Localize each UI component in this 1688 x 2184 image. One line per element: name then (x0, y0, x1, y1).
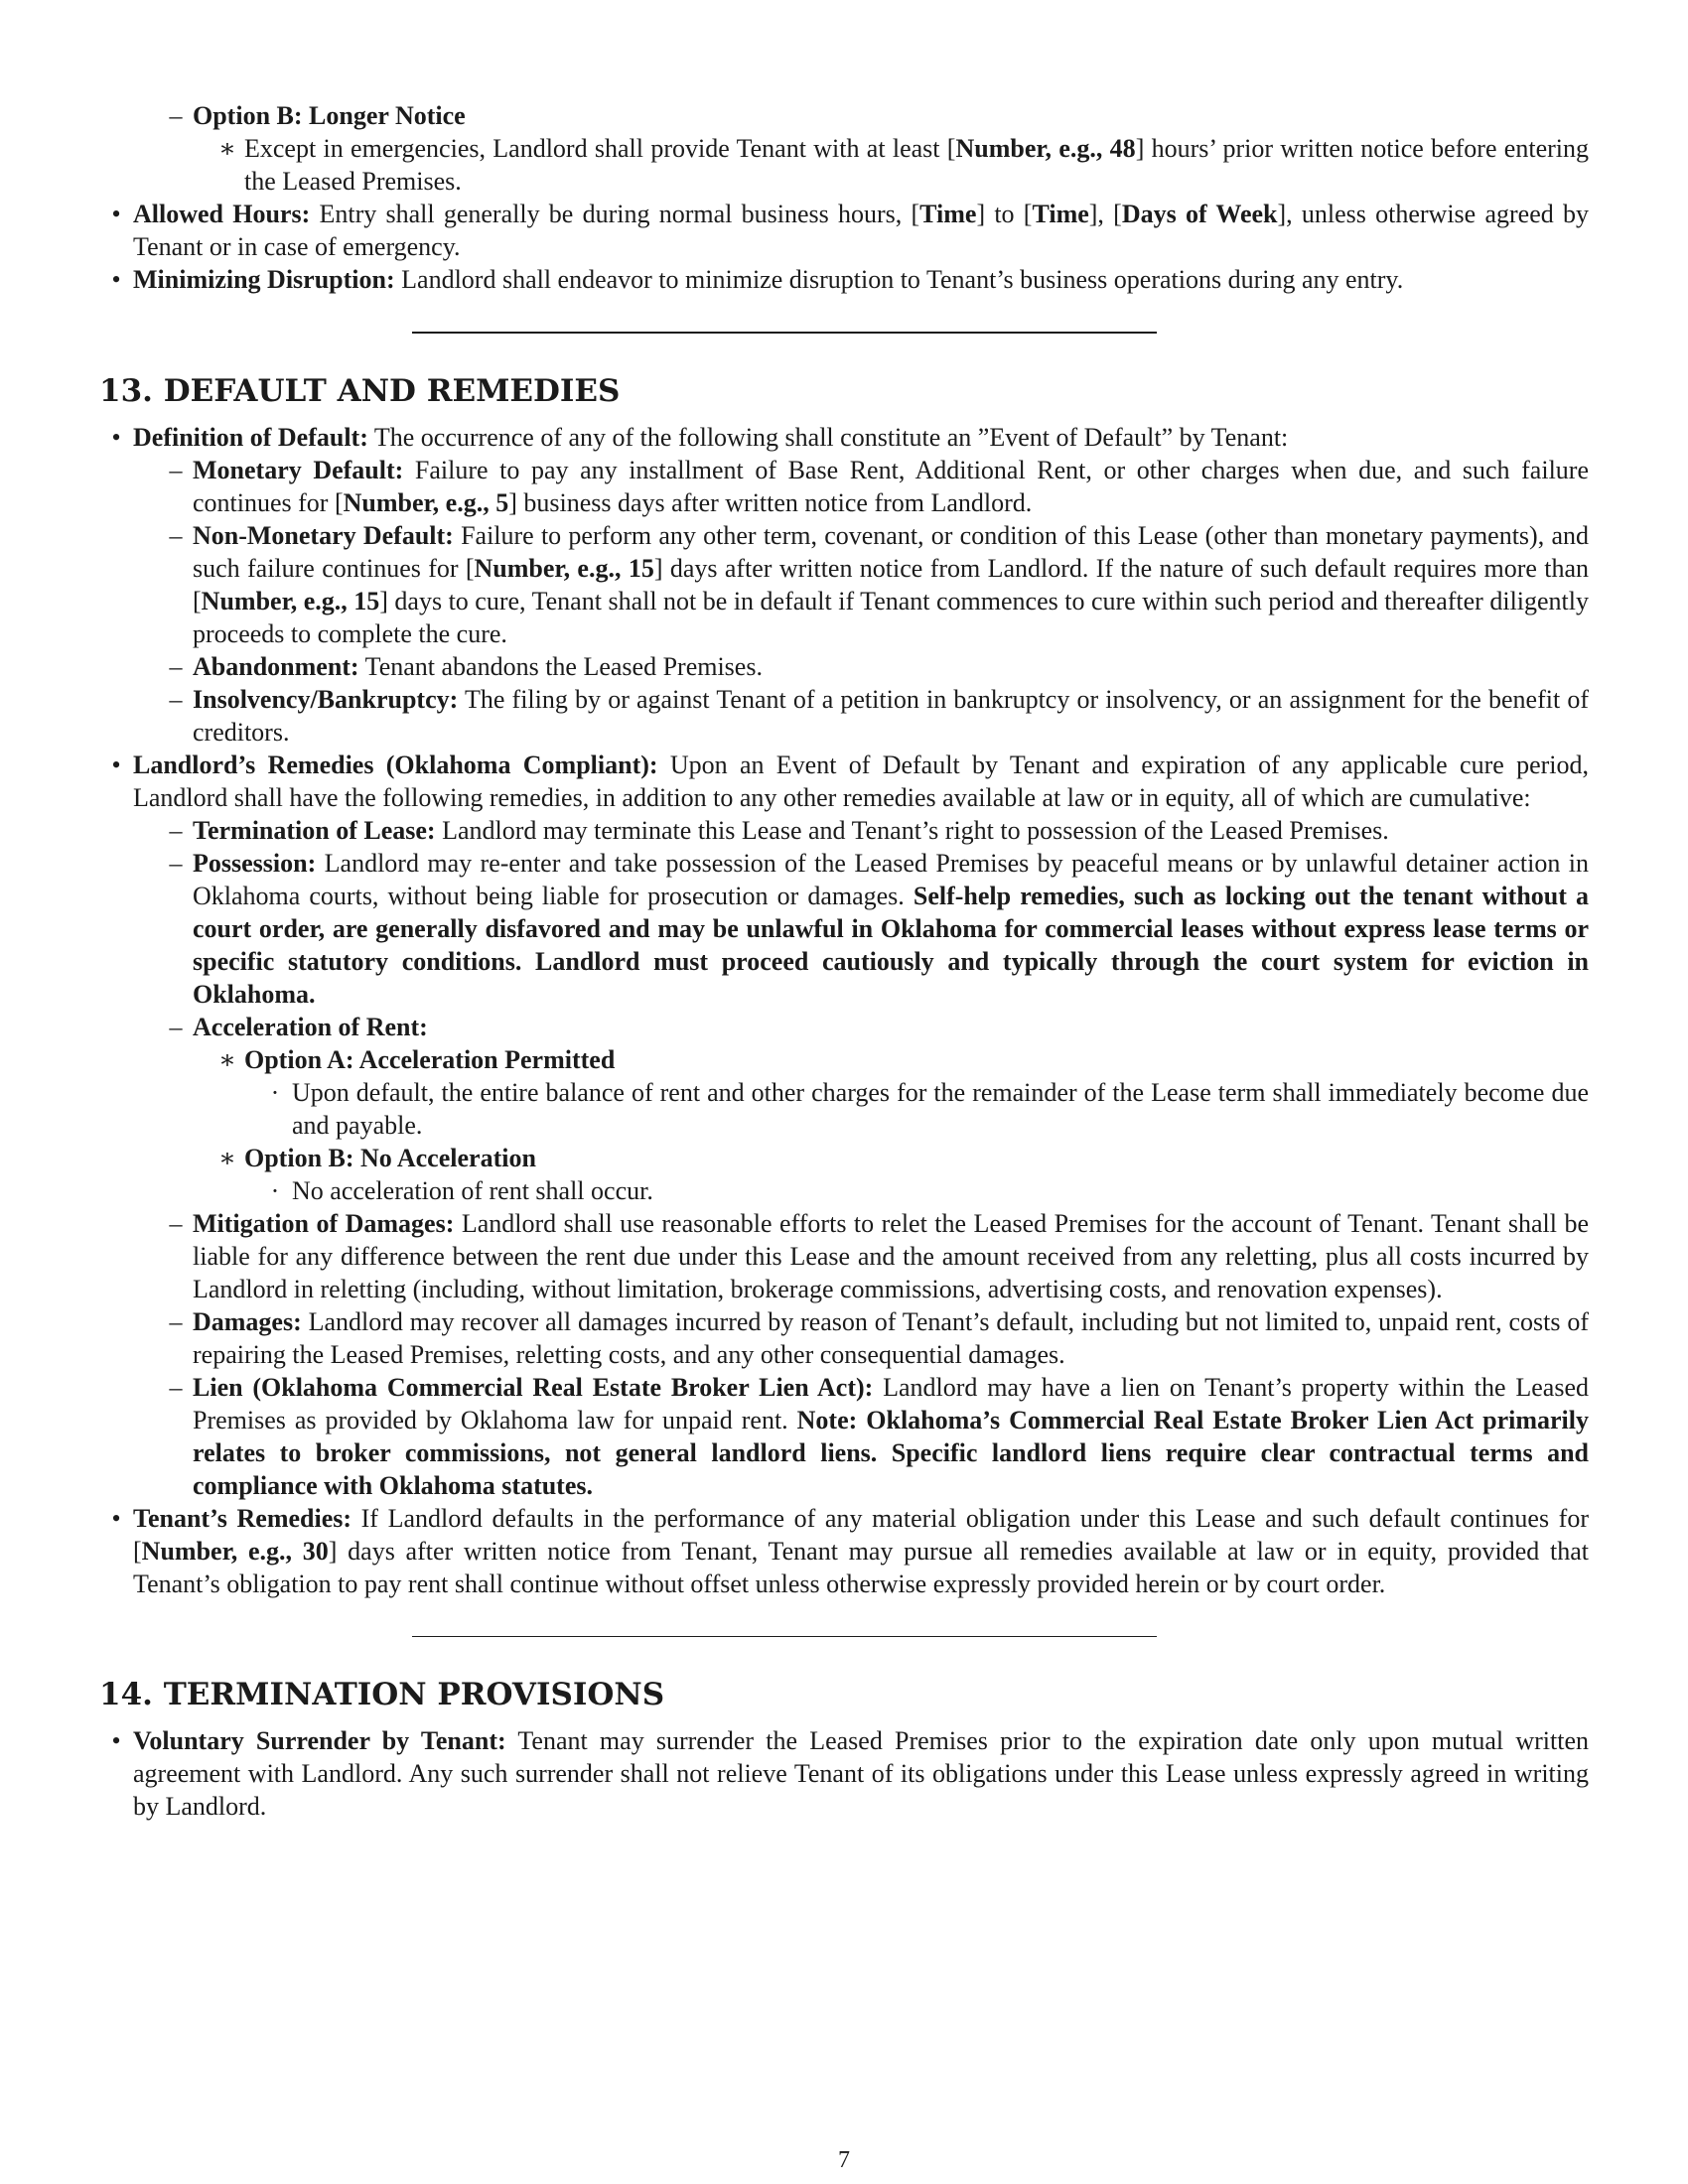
option-title: Option A: Acceleration Permitted (244, 1045, 616, 1074)
paragraph-text: Insolvency/Bankruptcy: The filing by or against Tenant of a petition in bankruptcy or insolvency, or an assignment for the benefit of creditors. (193, 685, 1589, 747)
list-item-option-b-longer-notice (99, 99, 1589, 132)
list-item-acceleration-option-b (99, 1142, 1589, 1174)
star-marker: ∗ (218, 134, 236, 163)
dash-marker: – (169, 1013, 183, 1041)
paragraph-text: Tenant’s Remedies: If Landlord defaults in the performance of any material obligation under this Lease and such default continues for [Number, e.g., 30] days after written notice from Tenant, Tenant may pursue all remedies available at law or in equity, provided that Tenant’s obligation to pay rent shall continue without offset unless otherwise expressly provided herein or by court order. (133, 1504, 1589, 1598)
list-item-monetary-default (99, 454, 1589, 519)
list-item-acceleration-of-rent (99, 1011, 1589, 1043)
list-item-abandonment (99, 650, 1589, 683)
section-divider (412, 1636, 1157, 1637)
paragraph-text: Monetary Default: Failure to pay any installment of Base Rent, Additional Rent, or other charges when due, and such failure continues for [Number, e.g., 5] business days after written notice from Landlord. (193, 456, 1589, 517)
list-item-allowed-hours (99, 198, 1589, 263)
paragraph-text: Allowed Hours: Entry shall generally be during normal business hours, [Time] to [Time], [Days of Week], unless otherwise agreed by Tenant or in case of emergency. (133, 200, 1589, 261)
paragraph-text: No acceleration of rent shall occur. (292, 1176, 653, 1205)
list-item-tenant-remedies (99, 1502, 1589, 1600)
bullet-marker: • (111, 423, 121, 452)
bullet-marker: • (111, 751, 121, 779)
dash-marker: – (169, 101, 183, 130)
list-item-insolvency (99, 683, 1589, 749)
bullet-marker: • (111, 265, 121, 294)
dash-marker: – (169, 849, 183, 878)
list-item-termination-of-lease (99, 814, 1589, 847)
paragraph-text: Termination of Lease: Landlord may terminate this Lease and Tenant’s right to possession of the Leased Premises. (193, 816, 1389, 845)
option-title: Option B: No Acceleration (244, 1144, 536, 1172)
option-title: Option B: Longer Notice (193, 101, 466, 130)
paragraph-text: Definition of Default: The occurrence of any of the following shall constitute an ”Event of Default” by Tenant: (133, 423, 1289, 452)
list-item-damages (99, 1305, 1589, 1371)
section-divider (412, 332, 1157, 334)
paragraph-text: Upon default, the entire balance of rent and other charges for the remainder of the Lease term shall immediately become due and payable. (292, 1078, 1589, 1140)
item-label: Acceleration of Rent: (193, 1013, 428, 1041)
bullet-marker: • (111, 200, 121, 228)
paragraph-text: Landlord’s Remedies (Oklahoma Compliant): Upon an Event of Default by Tenant and expiration of any applicable cure period, Landlord shall have the following remedies, in addition to any other remedies available at law or in equity, all of which are cumulative: (133, 751, 1589, 812)
paragraph-text: Except in emergencies, Landlord shall provide Tenant with at least [Number, e.g., 48] hours’ prior written notice before entering the Leased Premises. (244, 134, 1589, 196)
paragraph-text: Abandonment: Tenant abandons the Leased Premises. (193, 652, 763, 681)
page-number: 7 (838, 2147, 850, 2173)
dash-marker: – (169, 1373, 183, 1402)
dot-marker: · (270, 1176, 280, 1205)
paragraph-text: Mitigation of Damages: Landlord shall use reasonable efforts to relet the Leased Premises for the account of Tenant. Tenant shall be liable for any difference between the rent due under this Lease and the amount received from any reletting, plus all costs incurred by Landlord in reletting (including, without limitation, brokerage commissions, advertising costs, and renovation expenses). (193, 1209, 1589, 1303)
dash-marker: – (169, 456, 183, 484)
paragraph-text: Lien (Oklahoma Commercial Real Estate Broker Lien Act): Landlord may have a lien on Tenant’s property within the Leased Premises as provided by Oklahoma law for unpaid rent. Note: Oklahoma’s Commercial Real Estate Broker Lien Act primarily relates to broker commissions, not general landlord liens. Specific landlord liens require clear contractual terms and compliance with Oklahoma statutes. (193, 1373, 1589, 1500)
section-heading-14: 14. TERMINATION PROVISIONS (99, 1677, 665, 1712)
dash-marker: – (169, 521, 183, 550)
list-item-mitigation-of-damages (99, 1207, 1589, 1305)
dash-marker: – (169, 1209, 183, 1238)
dot-marker: · (270, 1078, 280, 1107)
paragraph-text: Damages: Landlord may recover all damages incurred by reason of Tenant’s default, including but not limited to, unpaid rent, costs of repairing the Leased Premises, reletting costs, and any other consequential damages. (193, 1307, 1589, 1369)
section-heading-13: 13. DEFAULT AND REMEDIES (99, 373, 621, 409)
bullet-marker: • (111, 1504, 121, 1533)
dash-marker: – (169, 816, 183, 845)
list-item-minimizing-disruption (99, 263, 1589, 296)
bullet-marker: • (111, 1726, 121, 1755)
list-item-non-monetary-default (99, 519, 1589, 650)
list-item-possession (99, 847, 1589, 1011)
list-item-acceleration-option-b-text (99, 1174, 1589, 1207)
paragraph-text: Voluntary Surrender by Tenant: Tenant may surrender the Leased Premises prior to the expiration date only upon mutual written agreement with Landlord. Any such surrender shall not relieve Tenant of its obligations under this Lease unless expressly agreed in writing by Landlord. (133, 1726, 1589, 1821)
paragraph-text: Non-Monetary Default: Failure to perform any other term, covenant, or condition of this Lease (other than monetary payments), and such failure continues for [Number, e.g., 15] days after written notice from Landlord. If the nature of such default requires more than [Number, e.g., 15] days to cure, Tenant shall not be in default if Tenant commences to cure within such period and thereafter diligently proceeds to complete the cure. (193, 521, 1590, 648)
list-item-option-b-text (99, 132, 1589, 198)
list-item-acceleration-option-a-text (99, 1076, 1589, 1142)
list-item-landlord-remedies (99, 749, 1589, 814)
list-item-voluntary-surrender (99, 1724, 1589, 1823)
star-marker: ∗ (218, 1144, 236, 1172)
document-page (99, 99, 1589, 1823)
dash-marker: – (169, 652, 183, 681)
paragraph-text: Possession: Landlord may re-enter and take possession of the Leased Premises by peaceful means or by unlawful detainer action in Oklahoma courts, without being liable for prosecution or damages. Self-help remedies, such as locking out the tenant without a court order, are generally disfavored and may be unlawful in Oklahoma for commercial leases without express lease terms or specific statutory conditions. Landlord must proceed cautiously and typically through the court system for eviction in Oklahoma. (193, 849, 1589, 1009)
star-marker: ∗ (218, 1045, 236, 1074)
paragraph-text: Minimizing Disruption: Landlord shall endeavor to minimize disruption to Tenant’s business operations during any entry. (133, 265, 1404, 294)
dash-marker: – (169, 685, 183, 714)
list-item-acceleration-option-a (99, 1043, 1589, 1076)
dash-marker: – (169, 1307, 183, 1336)
list-item-lien (99, 1371, 1589, 1502)
list-item-definition-of-default (99, 421, 1589, 454)
